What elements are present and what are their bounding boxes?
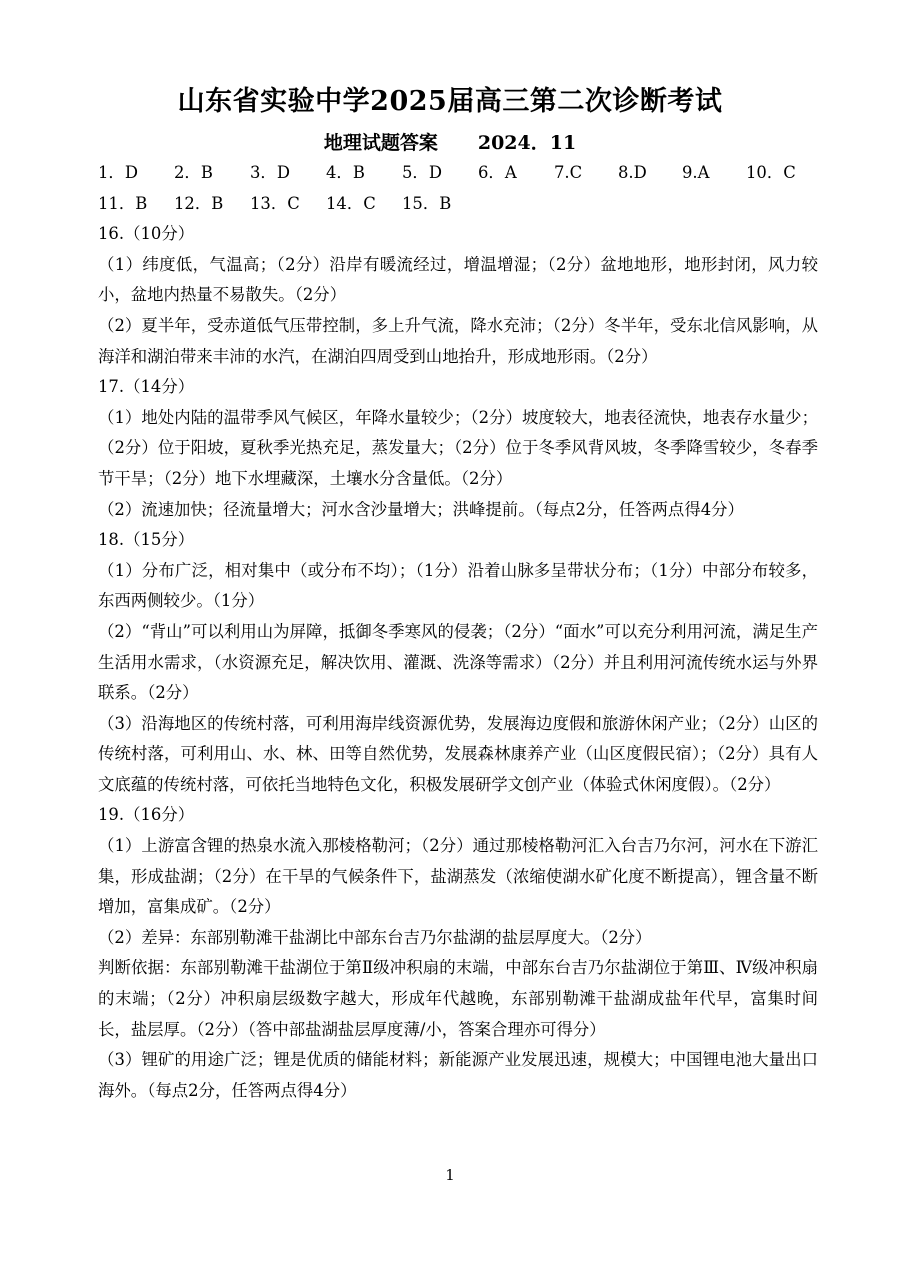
answer-item: 2．B [174,163,213,182]
question-18-heading: 18.（15分） [98,530,195,550]
question-19-part-2: （2）差异：东部别勒滩干盐湖比中部东台吉乃尔盐湖的盐层厚度大。（2分） [98,927,652,947]
question-19-part-1: （1）上游富含锂的热泉水流入那棱格勒河；（2分）通过那棱格勒河汇入台吉乃尔河，河水在下游汇集，形成盐湖；（2分）在干旱的气候条件下，盐湖蒸发（浓缩使湖水矿化度不断提高），锂含量不断增加，富集成矿。（2分） [98,836,818,917]
answer-content [98,158,818,1106]
question-19-heading: 19.（16分） [98,805,195,825]
page-subtitle [0,128,900,158]
exam-date: 2024．11 [477,132,577,154]
question-17-heading: 17.（14分） [98,377,195,397]
choice-answers-row-2 [98,189,818,220]
question-17-part-1: （1）地处内陆的温带季风气候区，年降水量较少；（2分）坡度较大，地表径流快，地表存水量少；（2分）位于阳坡，夏秋季光热充足，蒸发量大；（2分）位于冬季风背风坡，冬季降雪较少，冬春季节干旱；（2分）地下水埋藏深，土壤水分含量低。（2分） [98,407,818,488]
question-17-part-2: （2）流速加快；径流量增大；河水含沙量增大；洪峰提前。（每点2分，任答两点得4分） [98,499,744,519]
question-18-part-3: （3）沿海地区的传统村落，可利用海岸线资源优势，发展海边度假和旅游休闲产业；（2分）山区的传统村落，可利用山、水、林、田等自然优势，发展森林康养产业（山区度假民宿）；（2分）具有人文底蕴的传统村落，可依托当地特色文化，积极发展研学文创产业（体验式休闲度假）。（2分） [98,713,818,794]
page-title: 山东省实验中学2025届高三第二次诊断考试 [177,86,723,117]
choice-answers-row-1 [98,158,818,189]
page-number: 1 [445,1166,455,1184]
subject-label: 地理试题答案 [323,132,438,154]
answer-item: 14．C [326,193,376,213]
answer-item: 6．A [478,163,517,182]
answer-item: 5．D [402,163,442,182]
question-19-part-3: 判断依据：东部别勒滩干盐湖位于第Ⅱ级冲积扇的末端，中部东台吉乃尔盐湖位于第Ⅲ、Ⅳ级冲积扇的末端；（2分）冲积扇层级数字越大，形成年代越晚，东部别勒滩干盐湖成盐年代早，富集时间长，盐层厚。（2分）（答中部盐湖盐层厚度薄/小，答案合理亦可得分） [98,958,818,1039]
answer-item: 13．C [250,193,300,213]
answer-item: 4．B [326,163,365,182]
answer-item: 8.D [618,163,647,182]
answer-item: 3．D [250,163,290,182]
answer-item: 7.C [554,163,583,182]
question-19-part-4: （3）锂矿的用途广泛；锂是优质的储能材料；新能源产业发展迅速，规模大；中国锂电池大量出口海外。（每点2分，任答两点得4分） [98,1050,818,1100]
question-16-heading: 16.（10分） [98,224,195,244]
answer-item: 9.A [682,163,710,182]
question-18-part-1: （1）分布广泛，相对集中（或分布不均）；（1分）沿着山脉多呈带状分布；（1分）中部分布较多，东西两侧较少。（1分） [98,560,818,611]
question-16-part-2: （2）夏半年，受赤道低气压带控制，多上升气流，降水充沛；（2分）冬半年，受东北信风影响，从海洋和湖泊带来丰沛的水汽，在湖泊四周受到山地抬升，形成地形雨。（2分） [98,315,818,366]
answer-item: 11．B [98,193,148,213]
question-16-part-1: （1）纬度低，气温高；（2分）沿岸有暖流经过，增温增湿；（2分）盆地地形，地形封闭，风力较小，盆地内热量不易散失。（2分） [98,254,818,305]
answer-item: 10．C [746,163,796,182]
answer-item: 1．D [98,163,138,182]
answer-item: 12．B [174,193,224,213]
question-18-part-2: （2）“背山”可以利用山为屏障，抵御冬季寒风的侵袭；（2分）“面水”可以充分利用河流，满足生产生活用水需求，（水资源充足，解决饮用、灌溉、洗涤等需求）（2分）并且利用河流传统水运与外界联系。（2分） [98,621,818,703]
answer-item: 15．B [402,193,452,213]
